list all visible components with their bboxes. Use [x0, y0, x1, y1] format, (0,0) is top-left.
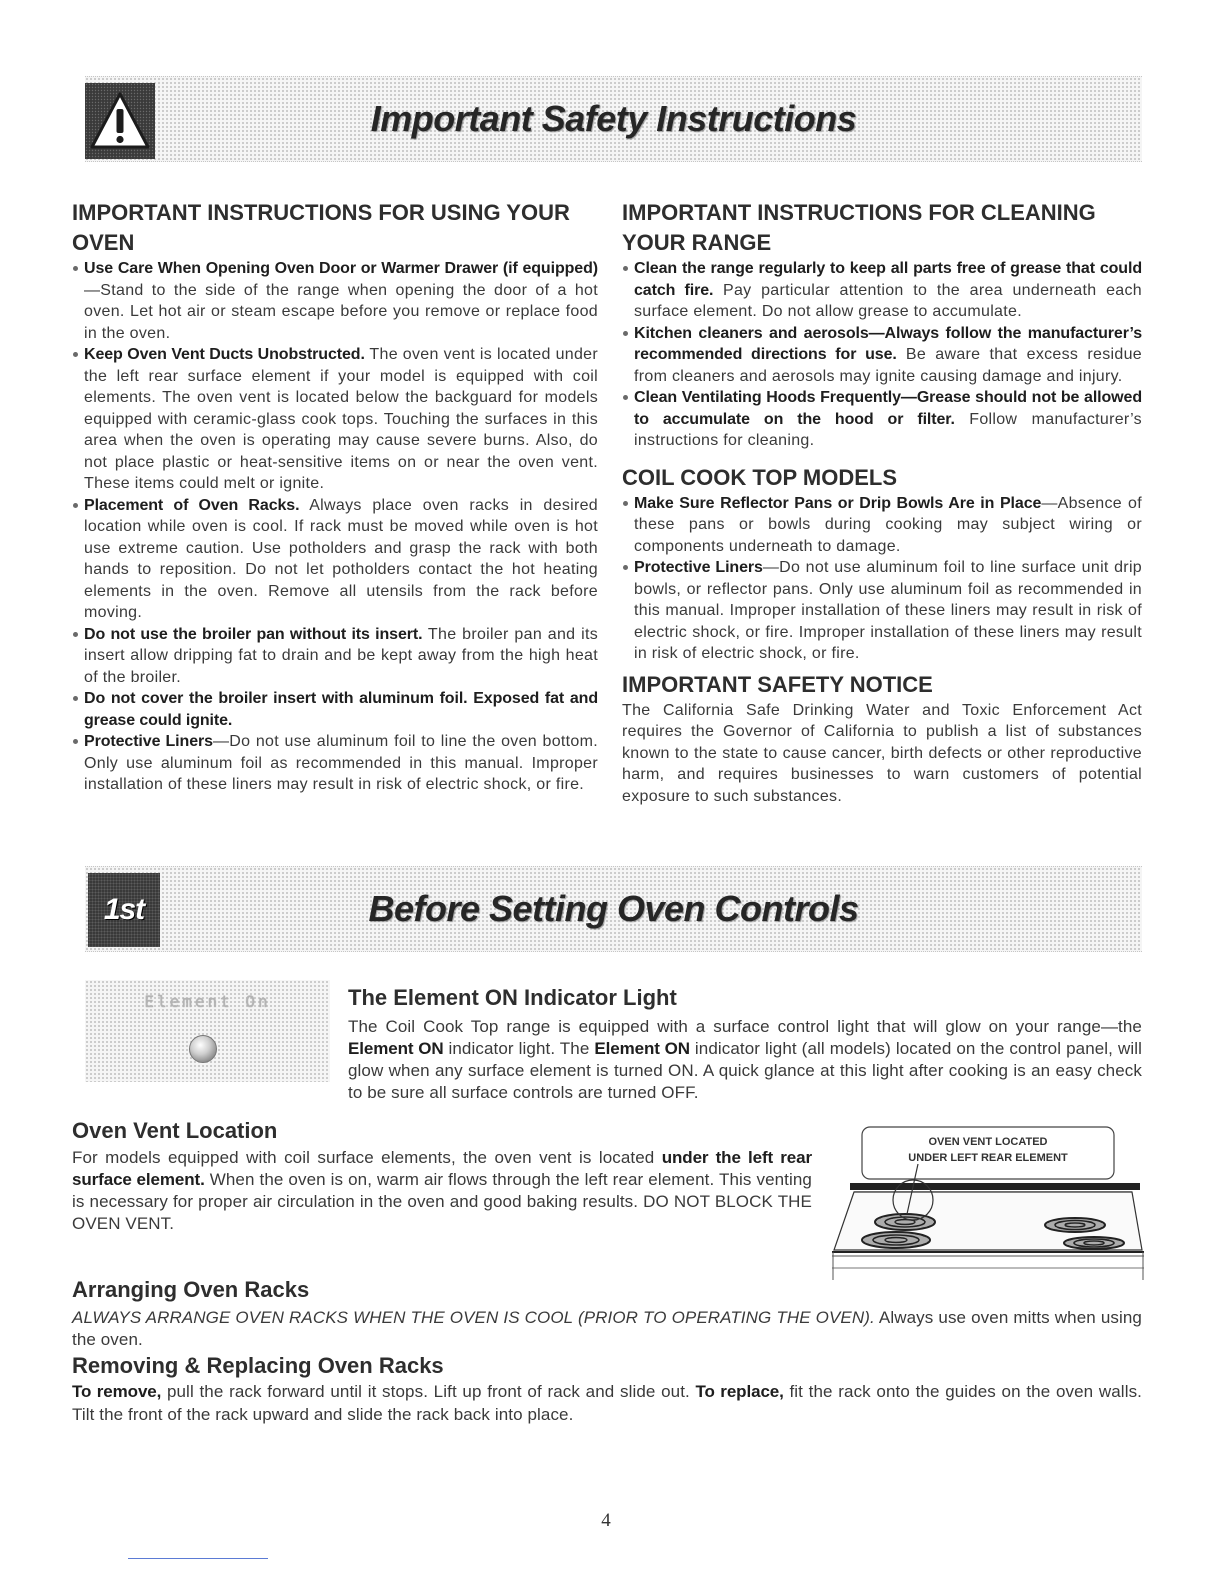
bullet-dot [73, 696, 78, 701]
removing-racks-text-part: pull the rack forward until it stops. Lift up front of rack and slide out. [161, 1382, 696, 1401]
list-item [72, 688, 598, 731]
right-front-coil [1064, 1237, 1124, 1249]
list-item [622, 387, 1142, 452]
item-lead: Do not use the broiler pan without its insert. [84, 625, 423, 643]
range-cleaning-instructions [622, 198, 1142, 807]
bullet-dot [73, 266, 78, 271]
removing-racks-heading: Removing & Replacing Oven Racks [72, 1353, 444, 1378]
first-step-label: 1st [103, 893, 145, 926]
callout-line-2: UNDER LEFT REAR ELEMENT [908, 1152, 1068, 1164]
bullet-dot [73, 352, 78, 357]
item-text: —Stand to the side of the range when opening the door of a hot oven. Let hot air or steam escape before you remove or replace food in the oven. [84, 281, 598, 342]
item-lead: Keep Oven Vent Ducts Unobstructed. [84, 346, 365, 363]
removing-racks-term: To replace, [695, 1382, 784, 1401]
list-item [72, 495, 598, 624]
list-item [622, 557, 1142, 665]
list-item [622, 258, 1142, 323]
list-item [622, 323, 1142, 388]
callout-line-1: OVEN VENT LOCATED [928, 1136, 1048, 1148]
item-lead: Protective Liners [84, 733, 213, 750]
coil-cooktop-heading: COIL COOK TOP MODELS [622, 464, 898, 490]
item-text: Follow manufacturer’s instructions for cleaning. [634, 410, 1142, 449]
page-number: 4 [601, 1510, 611, 1531]
list-item [72, 624, 598, 689]
bullet-dot [623, 331, 628, 336]
element-on-text-part: indicator light (all models) located on the control panel, will glow when any surface element is turned ON. A quick glance at this light after cooking is an easy check to be sure all surface controls are turned OFF. [348, 1039, 1142, 1102]
item-text: —Do not use aluminum foil to line surface unit drip bowls, or reflector pans. Only use aluminum foil as recommended in this manual. Improper installation of these liners may result in risk of electric shock, or fire. Improper installation of these liners may result in risk of electric shock, or fire. [634, 559, 1142, 662]
right-rear-coil [1045, 1218, 1105, 1232]
item-text: —Do not use aluminum foil to line the oven bottom. Only use aluminum foil as recommended in this manual. Improper installation of these liners may result in risk of electric shock, or fire. [84, 733, 598, 793]
element-on-section [348, 984, 1142, 1104]
arranging-racks-heading: Arranging Oven Racks [72, 1277, 310, 1302]
link-underline [128, 1558, 268, 1559]
item-lead: Clean Ventilating Hoods Frequently—Grease should not be allowed to accumulate on the hood or filter. [634, 389, 1142, 428]
element-on-text-part: indicator light. The [443, 1039, 595, 1058]
list-item [72, 344, 598, 495]
item-text: Always place oven racks in desired location while oven is cool. If rack must be moved while oven is hot use extreme caution. Use potholders and grasp the rack with both hands to reposition. Do not let potholders contact the hot heating elements in the oven. Remove all utensils from the rack before moving. [84, 496, 598, 621]
oven-vent-heading: Oven Vent Location [72, 1118, 278, 1143]
element-on-text-part: The Coil Cook Top range is equipped with a surface control light that will glow on your range—the [348, 1017, 1142, 1036]
left-rear-coil [875, 1214, 935, 1230]
oven-use-list [72, 258, 598, 796]
bullet-dot [623, 395, 628, 400]
item-lead: Kitchen cleaners and aerosols—Always follow the manufacturer’s recommended directions for use. [634, 324, 1142, 363]
bullet-dot [73, 503, 78, 508]
bullet-dot [623, 501, 628, 506]
bullet-dot [73, 739, 78, 744]
arranging-racks-note: Always use oven mitts when using the oven. [72, 1308, 1142, 1349]
indicator-light-icon [189, 1035, 217, 1063]
oven-vent-section [72, 1117, 812, 1235]
removing-racks-text [72, 1380, 1142, 1426]
bullet-dot [73, 632, 78, 637]
oven-use-instructions [72, 198, 598, 796]
item-lead: Make Sure Reflector Pans or Drip Bowls Are in Place [634, 494, 1042, 512]
oven-use-heading: IMPORTANT INSTRUCTIONS FOR USING YOUR OVEN [72, 200, 570, 255]
item-text: The broiler pan and its insert allow dripping fat to drain and be kept away from the high heat of the broiler. [84, 625, 598, 686]
safety-banner-title: Important Safety Instructions [370, 98, 857, 139]
element-on-label: Element On [144, 992, 271, 1011]
item-text: The oven vent is located under the left rear surface element if your model is equipped with coil elements. The oven vent is located below the backguard for models equipped with ceramic-glass cook tops. Touching the surfaces in this area when the oven is operating may cause severe burns. Also, do not place plastic or heat-sensitive items on or near the oven vent. These items could melt or ignite. [84, 346, 598, 492]
bullet-dot [623, 266, 628, 271]
safety-banner [85, 76, 1142, 162]
oven-vent-illustration [832, 1124, 1144, 1282]
item-lead: Clean the range regularly to keep all parts free of grease that could catch fire. [634, 260, 1142, 299]
oven-racks-section [72, 1276, 1142, 1426]
left-front-coil [862, 1232, 930, 1248]
coil-cooktop-list [622, 493, 1142, 665]
removing-racks-text-part: fit the rack onto the guides on the oven walls. Tilt the front of the rack upward and slide the rack back into place. [72, 1382, 1142, 1424]
list-item [72, 258, 598, 344]
element-on-term: Element ON [348, 1039, 444, 1058]
arranging-racks-text [72, 1307, 1142, 1351]
element-on-indicator-image [85, 980, 330, 1082]
removing-racks-term: To remove, [72, 1382, 162, 1401]
item-lead: Use Care When Opening Oven Door or Warmer Drawer (if equipped) [84, 260, 598, 277]
item-text: —Absence of these pans or bowls during cooking may subject wiring or components underneath to damage. [634, 494, 1142, 555]
backguard-rail [850, 1183, 1140, 1190]
controls-banner [85, 866, 1142, 952]
item-lead: Protective Liners [634, 559, 763, 576]
safety-notice-text: The California Safe Drinking Water and Toxic Enforcement Act requires the Governor of California to publish a list of substances known to the state to cause cancer, birth defects or other reproductive harm, and requires businesses to warn customers of potential exposure to such substances. [622, 701, 1142, 805]
arranging-racks-warning: ALWAYS ARRANGE OVEN RACKS WHEN THE OVEN IS COOL (PRIOR TO OPERATING THE OVEN). [72, 1308, 875, 1327]
item-text: Be aware that excess residue from cleaners and aerosols may ignite causing damage and injury. [634, 346, 1142, 385]
list-item [622, 493, 1142, 558]
oven-vent-emphasis: under the left rear surface element. [72, 1148, 812, 1189]
oven-vent-text [72, 1147, 812, 1235]
element-on-term: Element ON [594, 1039, 690, 1058]
element-on-text [348, 1016, 1142, 1104]
oven-vent-text-part: When the oven is on, warm air flows through the left rear element. This venting is necessary for proper air circulation in the oven and good baking results. DO NOT BLOCK THE OVEN VENT. [72, 1170, 812, 1233]
safety-notice-heading: IMPORTANT SAFETY NOTICE [622, 671, 933, 697]
item-lead: Do not cover the broiler insert with aluminum foil. Exposed fat and grease could ignite. [84, 690, 598, 729]
oven-vent-text-part: For models equipped with coil surface elements, the oven vent is located [72, 1148, 662, 1167]
list-item [72, 731, 598, 796]
cleaning-heading: IMPORTANT INSTRUCTIONS FOR CLEANING YOUR RANGE [622, 200, 1096, 255]
controls-banner-title: Before Setting Oven Controls [368, 888, 859, 929]
item-text: Pay particular attention to the area underneath each surface element. Do not allow grease to accumulate. [634, 281, 1142, 320]
item-lead: Placement of Oven Racks. [84, 496, 300, 514]
cleaning-list [622, 258, 1142, 452]
bullet-dot [623, 565, 628, 570]
element-on-heading: The Element ON Indicator Light [348, 985, 677, 1010]
